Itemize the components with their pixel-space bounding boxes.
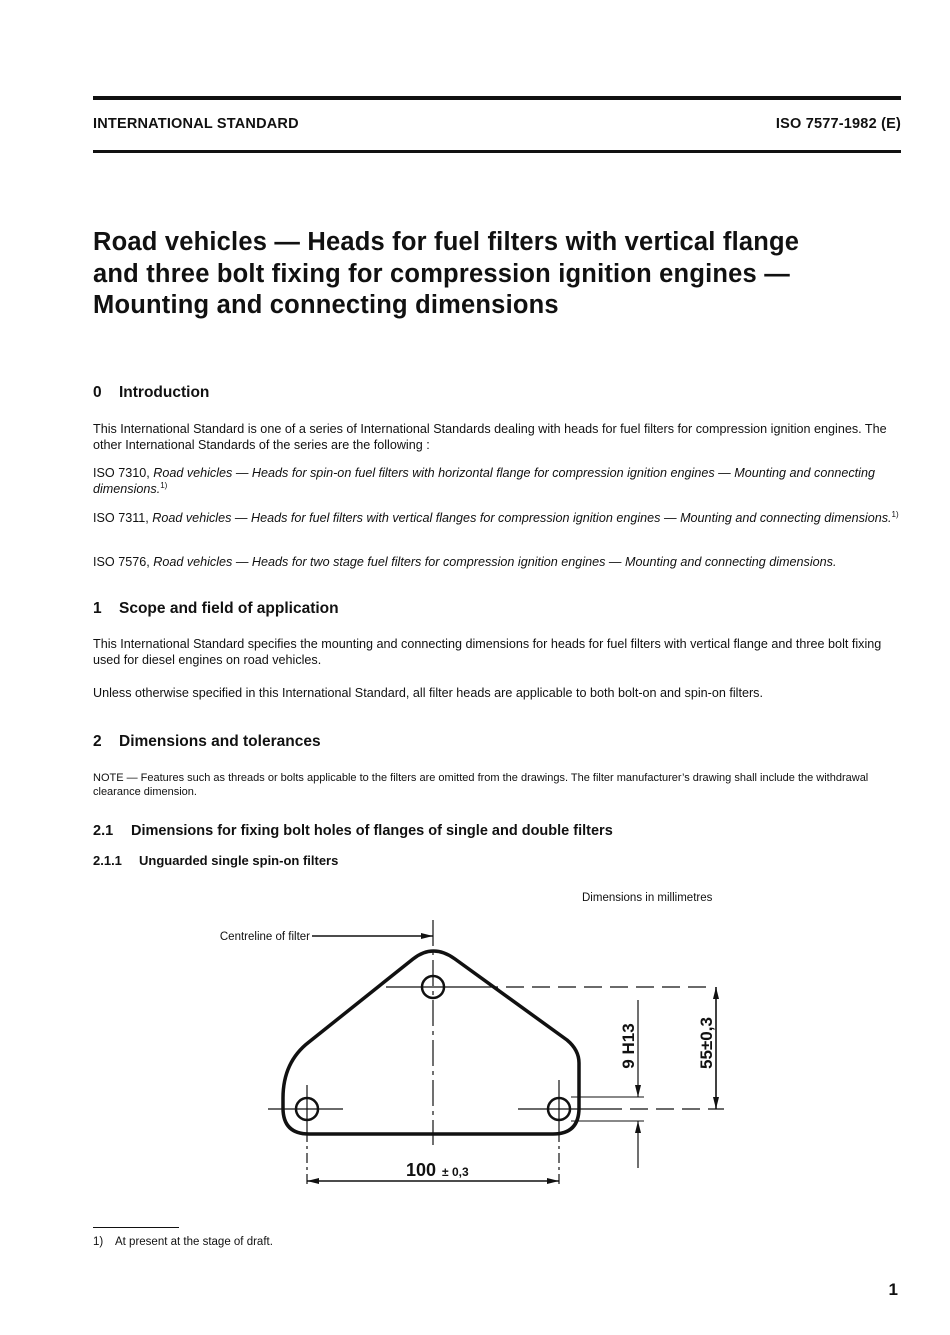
intro-paragraph: This International Standard is one of a series of International Standards dealing with heads for fuel filters for compression ignition engines. The other International Standards of the series are the following : — [93, 422, 887, 452]
header-standard-type: INTERNATIONAL STANDARD — [93, 116, 299, 132]
section-title: Dimensions and tolerances — [119, 733, 321, 750]
footnote — [93, 1236, 273, 1248]
title-line-2: and three bolt fixing for compression ignition engines — — [93, 259, 790, 288]
subsection-number: 2.1.1 — [93, 853, 122, 868]
height-dimension-label: 55±0,3 — [697, 1017, 716, 1069]
section-title: Introduction — [119, 384, 210, 401]
reference-title: Road vehicles — Heads for two stage fuel filters for compression ignition engines — Mounting and connecting dimensions. — [153, 555, 837, 569]
scope-paragraph-1: This International Standard specifies the mounting and connecting dimensions for heads for fuel filters with vertical flange and three bolt fixing used for diesel engines on road vehicles. — [93, 637, 882, 667]
subsection-title: Dimensions for fixing bolt holes of flanges of single and double filters — [131, 823, 613, 839]
section-number: 0 — [93, 384, 102, 401]
hole-dimension-label: 9 H13 — [619, 1023, 638, 1069]
footnote-rule — [93, 1227, 179, 1228]
reference-code: ISO 7576, — [93, 555, 150, 569]
footnote-marker: 1) — [160, 480, 168, 490]
reference-title: Road vehicles — Heads for fuel filters with vertical flanges for compression ignition engines — Mounting and connecting dimensions. — [152, 511, 892, 525]
section-number: 2 — [93, 733, 102, 750]
reference-code: ISO 7311, — [93, 511, 149, 525]
title-line-1: Road vehicles — Heads for fuel filters with vertical flange — [93, 228, 800, 256]
scope-paragraph-2: Unless otherwise specified in this International Standard, all filter heads are applicable to both bolt-on and spin-on filters. — [93, 686, 763, 700]
footnote-text: At present at the stage of draft. — [115, 1236, 273, 1248]
reference-code: ISO 7310, — [93, 466, 150, 480]
footnote-marker: 1) — [891, 509, 899, 519]
section-number: 1 — [93, 600, 102, 617]
subsection-title: Unguarded single spin-on filters — [139, 853, 339, 868]
dimensions-note: NOTE — Features such as threads or bolts applicable to the filters are omitted from the drawings. The filter manufacturer’s drawing shall include the withdrawal clearance dimension. — [93, 772, 869, 798]
reference-title: Road vehicles — Heads for spin-on fuel filters with horizontal flange for compression ignition engines — Mounting and connecting dimensions. — [93, 466, 875, 496]
page-number: 1 — [888, 1280, 898, 1299]
header-standard-number: ISO 7577-1982 (E) — [775, 116, 901, 132]
footnote-mark: 1) — [93, 1236, 104, 1248]
units-note: Dimensions in millimetres — [582, 892, 713, 904]
width-dimension-value: 100 ± 0,3 — [406, 1160, 469, 1180]
title-line-3: Mounting and connecting dimensions — [93, 291, 559, 319]
section-title: Scope and field of application — [119, 600, 339, 617]
flange-outline — [283, 951, 579, 1134]
centreline-label: Centreline of filter — [219, 931, 310, 943]
subsection-number: 2.1 — [93, 823, 114, 839]
